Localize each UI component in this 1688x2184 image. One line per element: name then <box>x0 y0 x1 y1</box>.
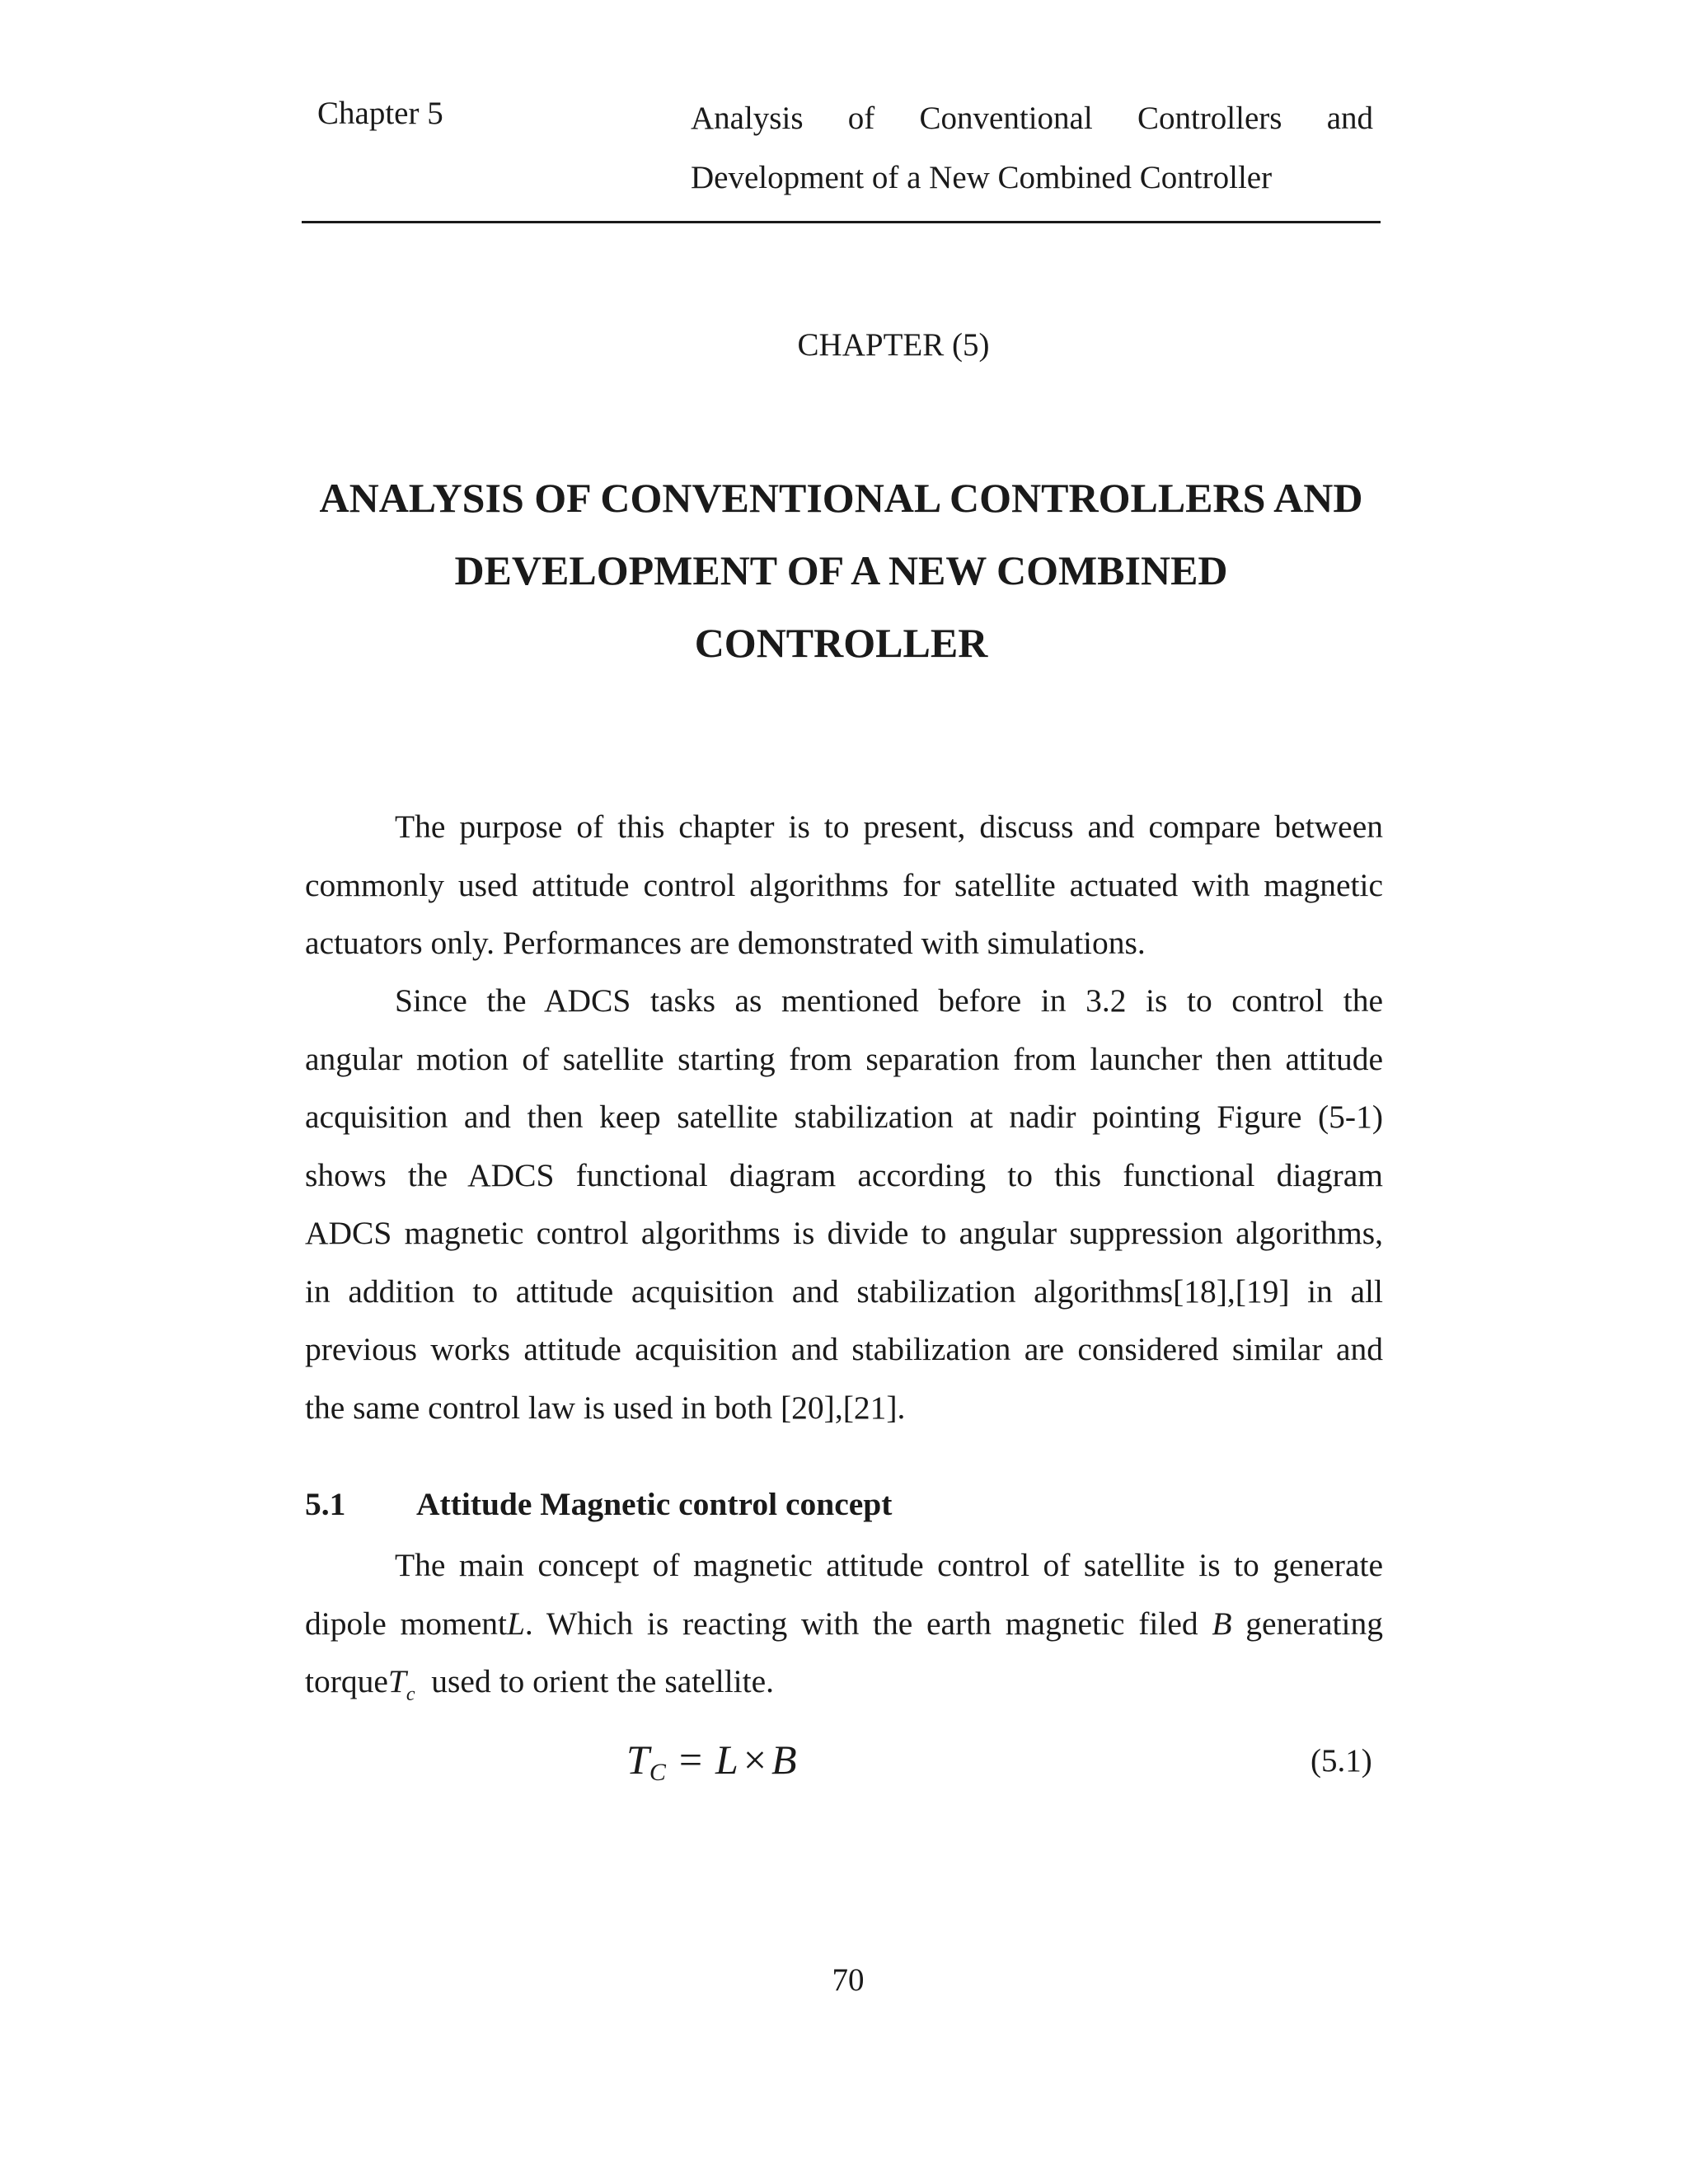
text-line: previous works attitude acquisition and stabilization are considered similar and <box>305 1331 1383 1367</box>
symbol-T: T <box>387 1663 406 1699</box>
section-title: Attitude Magnetic control concept <box>416 1486 893 1522</box>
text-line: acquisition and then keep satellite stabilization at nadir pointing Figure (5-1) <box>305 1099 1383 1135</box>
chapter-label: CHAPTER (5) <box>797 327 990 363</box>
running-header-title-line1 <box>691 89 1373 148</box>
header-word: Analysis <box>691 101 804 136</box>
chapter-title-line: ANALYSIS OF CONVENTIONAL CONTROLLERS AND <box>319 475 1363 521</box>
text-line: in addition to attitude acquisition and stabilization algorithms[18],[19] in all <box>305 1272 1383 1310</box>
page-number: 70 <box>832 1962 865 1998</box>
eq-lhs-subscript: C <box>649 1759 666 1786</box>
text-line: The purpose of this chapter is to present, discuss and compare between <box>395 808 1383 845</box>
running-header-title-line2: Development of a New Combined Controller <box>691 160 1273 195</box>
running-header-chapter: Chapter 5 <box>317 96 443 131</box>
header-word: of <box>847 101 875 136</box>
intro-paragraph-2 <box>305 972 1383 1436</box>
header-word: and <box>1326 101 1373 136</box>
text-line: shows the ADCS functional diagram according to this functional diagram <box>305 1156 1383 1193</box>
chapter-title <box>302 462 1381 679</box>
text-line <box>305 1652 1383 1724</box>
text-line: Since the ADCS tasks as mentioned before in 3.2 is to control the <box>395 982 1383 1019</box>
text-line: angular motion of satellite starting from separation from launcher then attitude <box>305 1040 1383 1077</box>
text-line: The main concept of magnetic attitude control of satellite is to generate <box>395 1547 1383 1583</box>
eq-lhs: T <box>626 1736 649 1783</box>
intro-paragraph-1 <box>305 798 1383 972</box>
text-span: generating <box>1245 1605 1383 1642</box>
symbol-B: B <box>1212 1605 1232 1642</box>
symbol-L: L <box>506 1605 525 1642</box>
text-line: actuators only. Performances are demonstrated with simulations. <box>305 925 1146 961</box>
header-word: Conventional <box>919 101 1093 136</box>
text-span: . Which is reacting with the earth magnetic filed <box>524 1605 1198 1642</box>
section-paragraph <box>305 1536 1383 1724</box>
text-span: torque <box>305 1663 388 1699</box>
eq-equals: = <box>678 1736 703 1783</box>
text-line: ADCS magnetic control algorithms is divide to angular suppression algorithms, <box>305 1215 1383 1251</box>
eq-term-a: L <box>715 1736 738 1783</box>
eq-cross: × <box>743 1736 767 1783</box>
header-word: Controllers <box>1137 101 1282 136</box>
eq-term-b: B <box>771 1736 797 1783</box>
chapter-title-line: CONTROLLER <box>694 620 988 666</box>
text-line: the same control law is used in both [20],[21]. <box>305 1389 906 1426</box>
chapter-title-line: DEVELOPMENT OF A NEW COMBINED <box>454 547 1228 593</box>
text-line: commonly used attitude control algorithms for satellite actuated with magnetic <box>305 866 1383 903</box>
equation-number: (5.1) <box>1311 1743 1372 1779</box>
section-heading <box>305 1479 892 1529</box>
symbol-subscript: c <box>406 1684 415 1705</box>
header-divider <box>302 221 1381 223</box>
text-line <box>305 1595 1383 1653</box>
text-span: used to orient the satellite. <box>431 1663 775 1699</box>
running-header-title <box>691 89 1373 208</box>
section-number: 5.1 <box>305 1486 346 1522</box>
text-span: dipole moment <box>305 1605 507 1642</box>
equation-5-1 <box>626 1731 797 1802</box>
